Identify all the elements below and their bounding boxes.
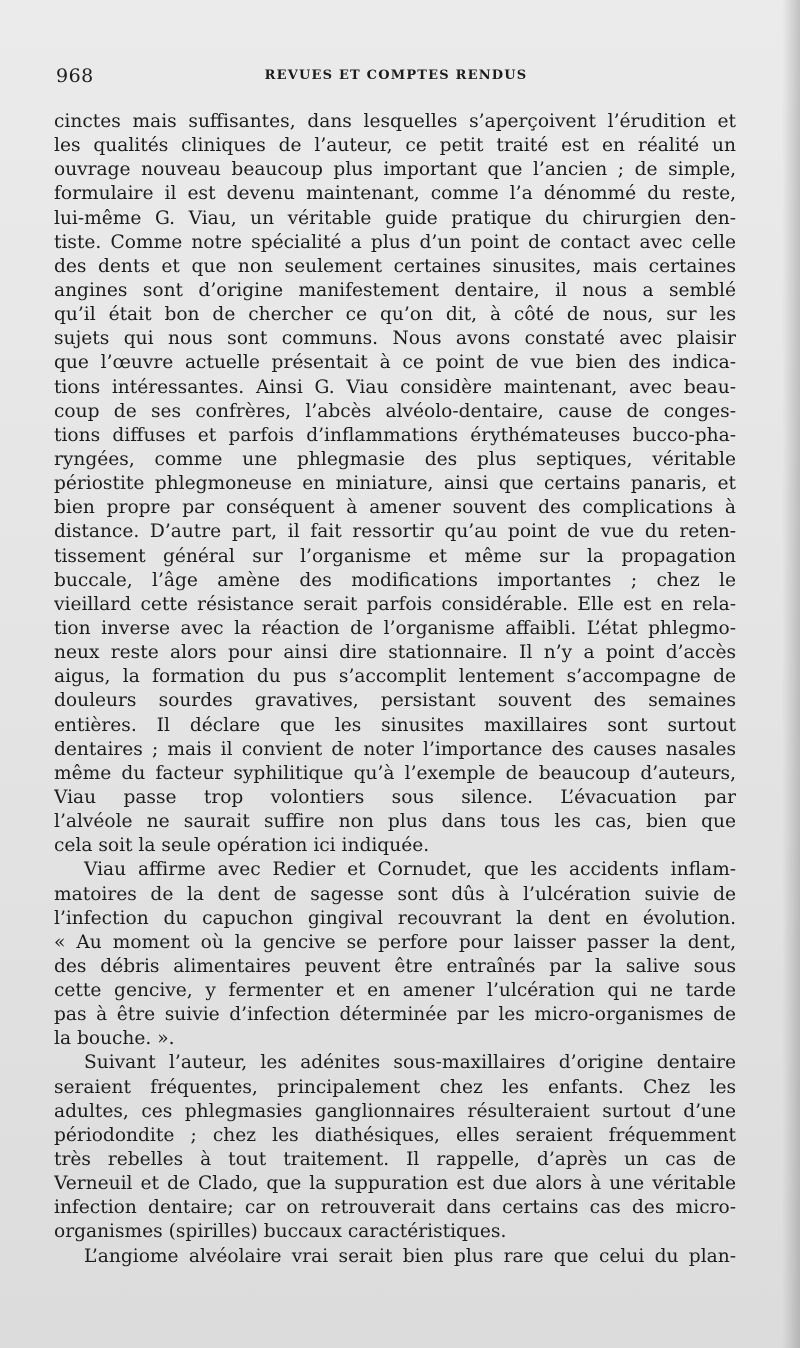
text-line: L’angiome alvéolaire vrai serait bien plus rare que celui du plan- <box>84 1245 736 1267</box>
text-line: « Au moment où la gencive se perfore pour laisser passer la dent, <box>54 931 736 953</box>
text-line: tions diffuses et parfois d’inflammations érythémateuses bucco-pha- <box>54 424 736 446</box>
text-line: douleurs sourdes gravatives, persistant souvent des semaines <box>54 690 736 712</box>
running-head: REVUES ET COMPTES RENDUS <box>264 68 528 83</box>
text-line: les qualités cliniques de l’auteur, ce petit traité est en réalité un <box>54 135 736 157</box>
text-line: tions intéressantes. Ainsi G. Viau considère maintenant, avec beau- <box>54 376 736 398</box>
text-line: tissement général sur l’organisme et même sur la propagation <box>54 545 736 567</box>
text-line: formulaire il est devenu maintenant, comme l’a dénommé du reste, <box>54 183 736 205</box>
text-line: Viau affirme avec Redier et Cornudet, que les accidents inflam- <box>84 859 736 881</box>
text-line: bien propre par conséquent à amener souvent des complications à <box>54 497 736 519</box>
text-line: neux reste alors pour ainsi dire stationnaire. Il n’y a point d’accès <box>54 642 736 664</box>
text-line: angines sont d’origine manifestement dentaire, il nous a semblé <box>54 279 736 301</box>
text-line: tiste. Comme notre spécialité a plus d’un point de contact avec celle <box>54 231 736 253</box>
text-line: adultes, ces phlegmasies ganglionnaires résulteraient surtout d’une <box>54 1100 736 1122</box>
text-line: cinctes mais suffisantes, dans lesquelles s’aperçoivent l’érudition et <box>54 111 736 132</box>
text-line: buccale, l’âge amène des modifications importantes ; chez le <box>54 569 736 591</box>
text-line: matoires de la dent de sagesse sont dûs à l’ulcération suivie de <box>54 883 736 905</box>
body-text <box>54 110 736 1269</box>
text-line: pas à être suivie d’infection déterminée par les micro-organismes de <box>54 1004 736 1026</box>
text-line: des débris alimentaires peuvent être entraînés par la salive sous <box>54 955 736 977</box>
page-header <box>56 64 736 88</box>
text-line: infection dentaire; car on retrouverait dans certains cas des micro- <box>54 1197 736 1219</box>
text-line: même du facteur syphilitique qu’à l’exemple de beaucoup d’auteurs, <box>54 762 736 784</box>
text-line: seraient fréquentes, principalement chez les enfants. Chez les <box>54 1076 736 1098</box>
text-line: Verneuil et de Clado, que la suppuration est due alors à une véritable <box>54 1173 736 1195</box>
text-line: distance. D’autre part, il fait ressortir qu’au point de vue du reten- <box>54 521 736 543</box>
text-line: périodondite ; chez les diathésiques, elles seraient fréquemment <box>54 1124 736 1146</box>
text-line: qu’il était bon de chercher ce qu’on dit, à côté de nous, sur les <box>54 304 736 326</box>
page-number: 968 <box>56 65 94 87</box>
text-line: aigus, la formation du pus s’accomplit lentement s’accompagne de <box>54 666 736 688</box>
text-line: organismes (spirilles) buccaux caractéristiques. <box>54 1221 507 1243</box>
text-line: l’alvéole ne saurait suffire non plus dans tous les cas, bien que <box>54 811 736 833</box>
text-line: périostite phlegmoneuse en miniature, ainsi que certains panaris, et <box>54 473 736 495</box>
text-line: très rebelles à tout traitement. Il rappelle, d’après un cas de <box>54 1149 736 1171</box>
text-line: cette gencive, y fermenter et en amener l’ulcération qui ne tarde <box>54 980 736 1002</box>
text-line: ouvrage nouveau beaucoup plus important que l’ancien ; de simple, <box>54 159 736 181</box>
text-line: sujets qui nous sont communs. Nous avons constaté avec plaisir <box>54 328 736 350</box>
text-line: cela soit la seule opération ici indiquée. <box>54 835 430 857</box>
text-line: l’infection du capuchon gingival recouvrant la dent en évolution. <box>54 907 736 929</box>
text-line: tion inverse avec la réaction de l’organisme affaibli. L’état phlegmo- <box>54 617 736 639</box>
text-line: des dents et que non seulement certaines sinusites, mais certaines <box>54 255 736 277</box>
text-line: lui-même G. Viau, un véritable guide pratique du chirurgien den- <box>54 207 736 229</box>
text-line: dentaires ; mais il convient de noter l’importance des causes nasales <box>54 738 736 760</box>
text-line: la bouche. ». <box>54 1028 175 1050</box>
text-line: ryngées, comme une phlegmasie des plus septiques, véritable <box>54 448 736 470</box>
text-line: vieillard cette résistance serait parfois considérable. Elle est en rela- <box>54 593 736 615</box>
text-line: entières. Il déclare que les sinusites maxillaires sont surtout <box>54 714 736 736</box>
text-line: que l’œuvre actuelle présentait à ce point de vue bien des indica- <box>54 352 736 374</box>
text-line: coup de ses confrères, l’abcès alvéolo-dentaire, cause de conges- <box>54 400 736 422</box>
text-line: Suivant l’auteur, les adénites sous-maxillaires d’origine dentaire <box>84 1052 736 1074</box>
text-line: Viau passe trop volontiers sous silence. L’évacuation par <box>54 786 736 808</box>
